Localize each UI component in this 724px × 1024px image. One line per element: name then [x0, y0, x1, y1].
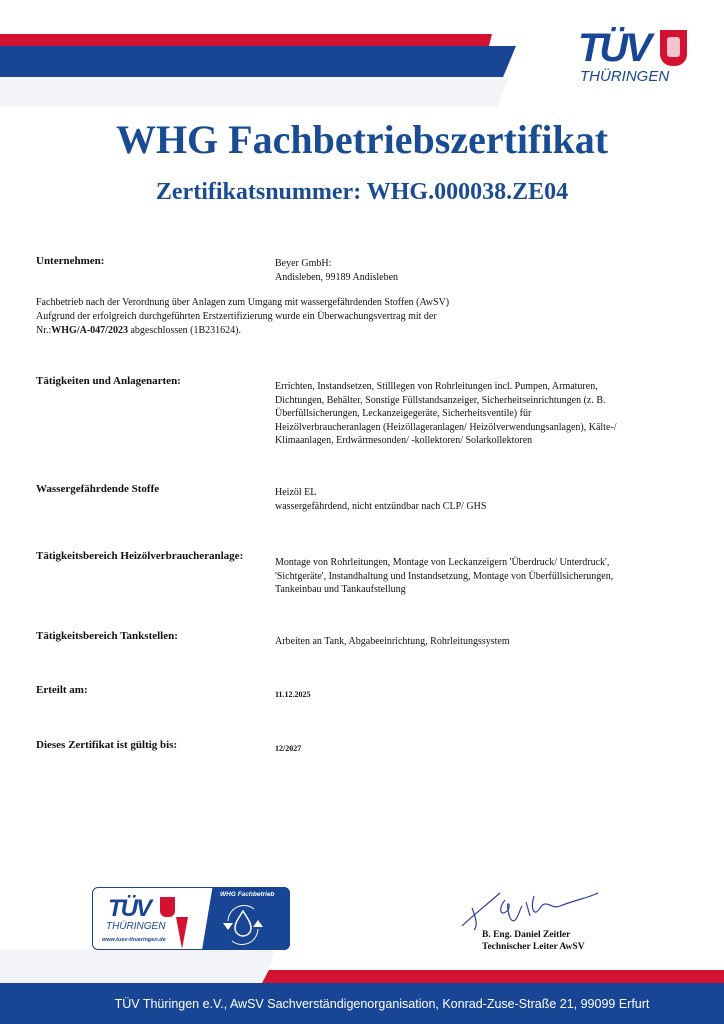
- footer-gray-band: [0, 950, 275, 983]
- stations-label: Tätigkeitsbereich Tankstellen:: [36, 630, 178, 642]
- company-name: Beyer GmbH:: [275, 258, 332, 269]
- header-red-stripe: [0, 34, 492, 46]
- certificate-number: Zertifikatsnummer: WHG.000038.ZE04: [155, 179, 569, 205]
- tuv-logo-subtitle: THÜRINGEN: [580, 68, 670, 85]
- badge-check-mark: [176, 917, 188, 949]
- header-blue-stripe: [0, 46, 516, 77]
- badge-logo-sub: THÜRINGEN: [106, 921, 166, 932]
- heating-line: 'Sichtgeräte', Instandhaltung und Instandsetzung, Montage von Überfüllsicherungen,: [275, 570, 614, 582]
- issued-label: Erteilt am:: [36, 684, 88, 696]
- intro-paragraph: [36, 296, 449, 338]
- company-address: Andisleben, 99189 Andisleben: [275, 271, 399, 283]
- activities-line: Heizölverbraucheranlagen (Heizöllageranlagen/ Heizölverwendungsanlagen), Kälte-/: [275, 421, 617, 433]
- activities-line: Errichten, Instandsetzen, Stilllegen von Rohrleitungen incl. Pumpen, Armaturen,: [275, 381, 598, 392]
- substances-line: wassergefährdend, nicht entzündbar nach CLP/ GHS: [275, 500, 487, 512]
- activities-line: Klimaanlagen, Erdwärmesonden/ -kollektoren/ Solarkollektoren: [275, 435, 533, 447]
- intro-line: Fachbetrieb nach der Verordnung über Anlagen zum Umgang mit wassergefährdenden Stoffen (AwSV): [36, 297, 450, 308]
- substances-label: Wassergefährdende Stoffe: [36, 483, 160, 495]
- badge-shield-icon: [160, 897, 175, 917]
- stations-value: [275, 635, 510, 649]
- badge-logo: TÜV: [108, 895, 150, 922]
- company-value: [275, 257, 398, 284]
- stations-line: Arbeiten an Tank, Abgabeeinrichtung, Rohrleitungssystem: [275, 636, 510, 647]
- heating-label: Tätigkeitsbereich Heizölverbraucheranlage:: [36, 550, 244, 562]
- intro-line: Aufgrund der erfolgreich durchgeführten Erstzertifizierung wurde ein Überwachungsvertrag mit der: [36, 311, 437, 322]
- valid-label: Dieses Zertifikat ist gültig bis:: [36, 739, 178, 751]
- contract-number: WHG/A-047/2023: [51, 325, 128, 336]
- badge-title: WHG Fachbetrieb: [220, 891, 275, 898]
- activities-line: Dichtungen, Behälter, Sonstige Füllstandsanzeiger, Sicherheitseinrichtungen (z. B.: [275, 394, 606, 406]
- company-label: Unternehmen:: [36, 255, 105, 267]
- signatory-name: B. Eng. Daniel Zeitler: [482, 930, 571, 940]
- issued-value: 11.12.2025: [275, 690, 311, 699]
- intro-line: [36, 324, 449, 338]
- thuringia-shield-icon: [660, 30, 687, 66]
- heating-line: Tankeinbau und Tankaufstellung: [275, 584, 406, 596]
- badge-url: www.tuev-thueringen.de: [102, 937, 166, 943]
- heating-value: [275, 556, 613, 597]
- contract-suffix: abgeschlossen (1B231624).: [127, 325, 241, 336]
- activities-label: Tätigkeiten und Anlagenarten:: [36, 375, 181, 387]
- certificate-title: WHG Fachbetriebszertifikat: [115, 117, 609, 162]
- contract-prefix: Nr.:: [36, 325, 52, 336]
- footer-red-stripe: [262, 970, 724, 983]
- footer-address: TÜV Thüringen e.V., AwSV Sachverständigenorganisation, Konrad-Zuse-Straße 21, 99099 Erfurt: [114, 997, 650, 1011]
- activities-line: Überfüllsicherungen, Leckanzeigegeräte, Sicherheitsventile) für: [275, 408, 532, 420]
- valid-value: 12/2027: [275, 744, 302, 753]
- substances-value: [275, 486, 486, 513]
- substances-line: Heizöl EL: [275, 487, 317, 498]
- signatory-role: Technischer Leiter AwSV: [482, 942, 585, 952]
- heating-line: Montage von Rohrleitungen, Montage von Leckanzeigern 'Überdruck/ Unterdruck',: [275, 557, 610, 568]
- header-gray-stripe: [0, 77, 508, 107]
- signature-image: [460, 888, 600, 933]
- tuv-logo: TÜV: [578, 26, 649, 70]
- activities-value: [275, 380, 617, 448]
- whg-badge: [92, 887, 290, 950]
- water-cycle-icon: [220, 903, 266, 947]
- signatory: [482, 929, 585, 953]
